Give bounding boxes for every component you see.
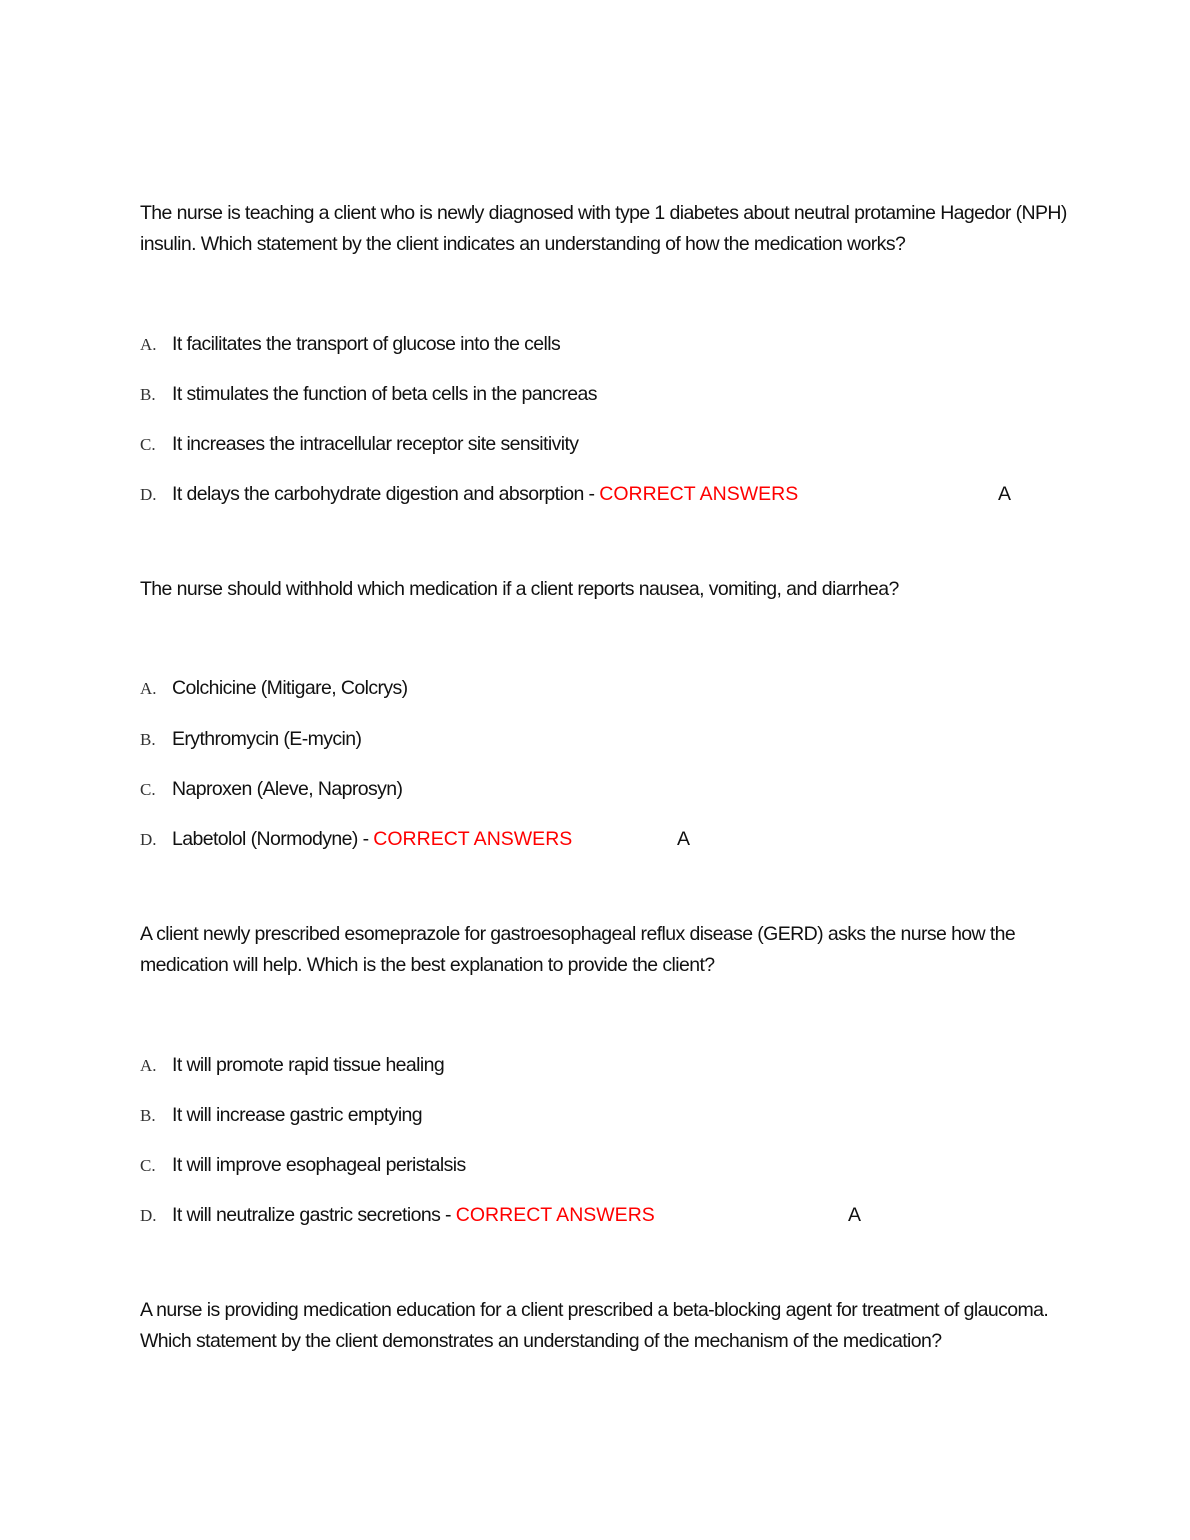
question-1-option-a [140,330,560,358]
option-letter: D. [140,1206,157,1225]
question-2-option-d [140,825,572,853]
question-3-answer: A [848,1204,862,1226]
question-2-option-c [140,775,402,803]
option-letter: C. [140,780,156,799]
correct-answers-label: CORRECT ANSWERS [455,1204,655,1226]
question-1-answer: A [998,483,1012,505]
question-1-text: The nurse is teaching a client who is newly diagnosed with type 1 diabetes about neutral protamine Hagedor (NPH) insulin. Which statement by the client indicates an understanding of how the medication works? [140,202,1067,255]
question-1 [140,198,1070,260]
option-letter: B. [140,730,156,749]
question-2-option-a [140,674,408,702]
option-text: Labetolol (Normodyne) - [172,828,374,850]
option-letter: D. [140,830,157,849]
option-text: It will increase gastric emptying [172,1104,423,1126]
correct-answers-label: CORRECT ANSWERS [599,483,799,505]
question-4 [140,1295,1070,1357]
option-text: Colchicine (Mitigare, Colcrys) [172,677,408,699]
question-3-option-d [140,1201,655,1229]
question-2-option-b [140,725,361,753]
question-2-text: The nurse should withhold which medication if a client reports nausea, vomiting, and diarrhea? [140,578,899,600]
question-3-text: A client newly prescribed esomeprazole for gastroesophageal reflux disease (GERD) asks the nurse how the medication will help. Which is the best explanation to provide the client? [140,923,1016,976]
option-letter: B. [140,385,156,404]
option-text: It will improve esophageal peristalsis [172,1154,466,1176]
option-text: It increases the intracellular receptor site sensitivity [172,433,579,455]
option-letter: A. [140,679,157,698]
option-text: Erythromycin (E-mycin) [172,728,362,750]
option-text: It stimulates the function of beta cells in the pancreas [172,383,597,405]
option-letter: A. [140,335,157,354]
option-letter: C. [140,1156,156,1175]
question-1-option-d [140,480,798,508]
option-text: It will promote rapid tissue healing [172,1054,445,1076]
option-text: It delays the carbohydrate digestion and absorption - [172,483,600,505]
question-4-text: A nurse is providing medication education for a client prescribed a beta-blocking agent for treatment of glaucoma. Which statement by the client demonstrates an understanding of the mechanism of the medication? [140,1299,1049,1352]
option-text: Naproxen (Aleve, Naprosyn) [172,778,403,800]
question-3 [140,919,1070,981]
question-2 [140,574,1070,605]
question-1-option-c [140,430,578,458]
question-3-option-b [140,1101,422,1129]
question-3-option-c [140,1151,466,1179]
question-3-option-a [140,1051,444,1079]
question-2-answer: A [677,828,691,850]
option-letter: D. [140,485,157,504]
option-letter: B. [140,1106,156,1125]
option-text: It will neutralize gastric secretions - [172,1204,456,1226]
correct-answers-label: CORRECT ANSWERS [373,828,573,850]
option-text: It facilitates the transport of glucose into the cells [172,333,561,355]
option-letter: A. [140,1056,157,1075]
question-1-option-b [140,380,597,408]
option-letter: C. [140,435,156,454]
